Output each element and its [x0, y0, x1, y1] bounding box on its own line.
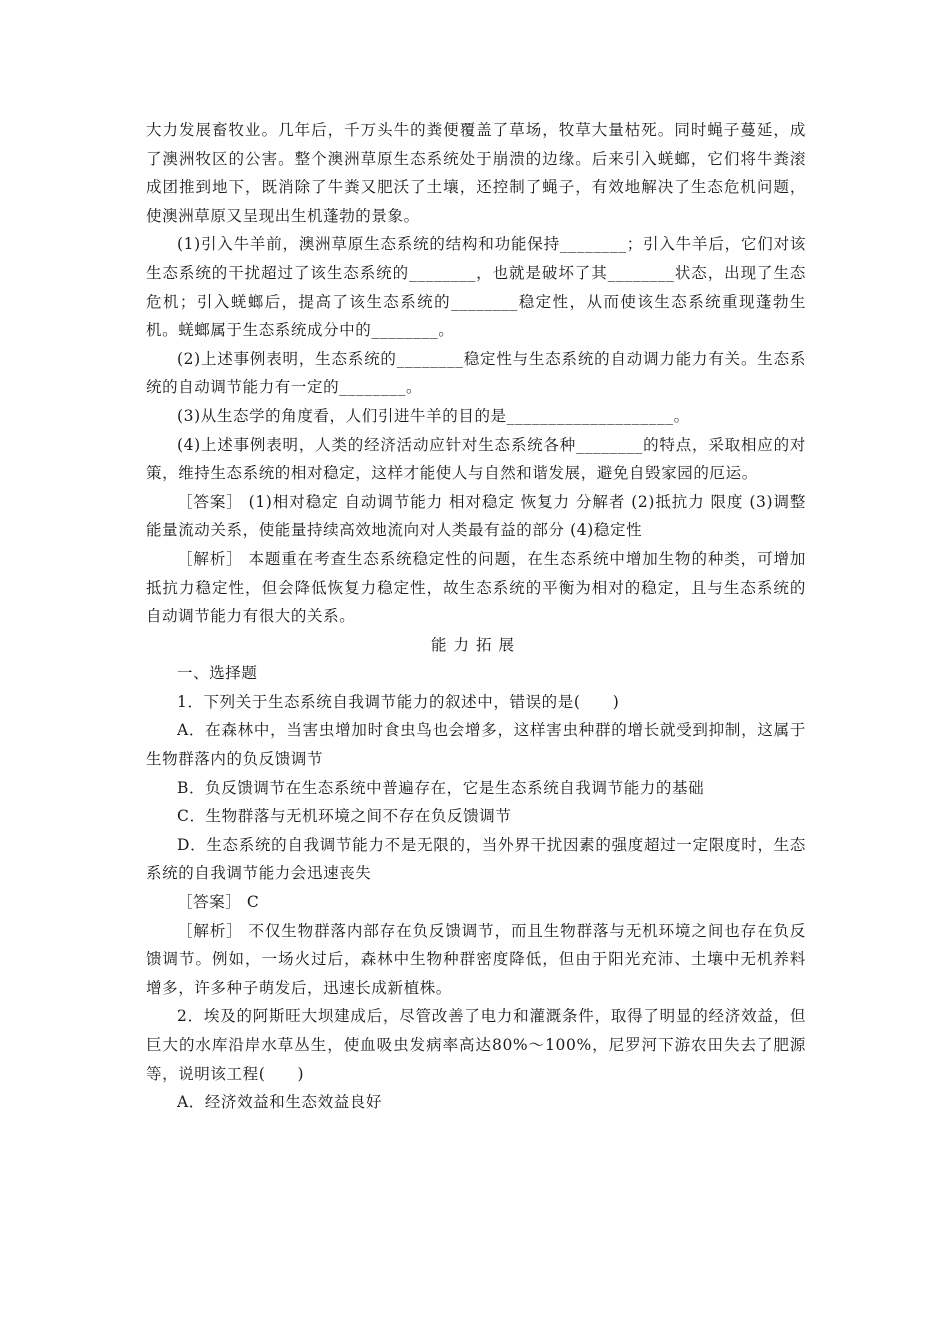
question-1-option-b: B．负反馈调节在生态系统中普遍存在，它是生态系统自我调节能力的基础: [177, 778, 705, 797]
passage-intro: 大力发展畜牧业。几年后，千万头牛的粪便覆盖了草场，牧草大量枯死。同时蝇子蔓延，成了澳洲牧区的公害。整个澳洲草原生态系统处于崩溃的边缘。后来引入蜣螂，它们将牛粪滚成团推到地下，既消除了牛粪又肥沃了土壤，还控制了蝇子，有效地解决了生态危机问题，使澳洲草原又呈现出生机蓬勃的景象。: [146, 121, 806, 225]
question-1-stem: 1．下列关于生态系统自我调节能力的叙述中，错误的是( ): [177, 692, 620, 711]
question-part-1: (1)引入牛羊前，澳洲草原生态系统的结构和功能保持________；引入牛羊后，它们对该生态系统的干扰超过了该生态系统的________，也就是破坏了其________状态，出现了生态危机；引入蜣螂后，提高了该生态系统的________稳定性，从而使该生态系统重现蓬勃生机。蜣螂属于生态系统成分中的________。: [146, 235, 806, 340]
question-1-answer: ［答案］ C: [177, 893, 260, 912]
passage-answer: ［答案］ (1)相对稳定 自动调节能力 相对稳定 恢复力 分解者 (2)抵抗力 限度 (3)调整能量流动关系，使能量持续高效地流向对人类最有益的部分 (4)稳定性: [146, 492, 806, 540]
question-part-2: (2)上述事例表明，生态系统的________稳定性与生态系统的自动调力能力有关。生态系统的自动调节能力有一定的________。: [146, 349, 806, 397]
question-1-option-d: D．生态系统的自我调节能力不是无限的，当外界干扰因素的强度超过一定限度时，生态系统的自我调节能力会迅速丧失: [146, 835, 806, 883]
question-1-option-a: A．在森林中，当害虫增加时食虫鸟也会增多，这样害虫种群的增长就受到抑制，这属于生物群落内的负反馈调节: [146, 721, 806, 769]
question-1-analysis: ［解析］ 不仅生物群落内部存在负反馈调节，而且生物群落与无机环境之间也存在负反馈调节。例如，一场火过后，森林中生物种群密度降低，但由于阳光充沛、土壤中无机养料增多，许多种子萌发后，迅速长成新植株。: [146, 921, 806, 997]
section-subheading: 一、选择题: [177, 664, 258, 683]
question-2-option-a: A．经济效益和生态效益良好: [177, 1093, 382, 1112]
passage-analysis: ［解析］ 本题重在考查生态系统稳定性的问题，在生态系统中增加生物的种类，可增加抵抗力稳定性，但会降低恢复力稳定性，故生态系统的平衡为相对的稳定，且与生态系统的自动调节能力有很大的关系。: [146, 549, 806, 626]
question-1-option-c: C．生物群落与无机环境之间不存在负反馈调节: [177, 807, 512, 826]
question-part-4: (4)上述事例表明，人类的经济活动应针对生态系统各种________的特点，采取相应的对策，维持生态系统的相对稳定，这样才能使人与自然和谐发展，避免自毁家园的厄运。: [146, 435, 806, 483]
document-page: [146, 116, 806, 1117]
question-part-3: (3)从生态学的角度看，人们引进牛羊的目的是____________________。: [177, 406, 690, 425]
section-title: 能力拓展: [430, 635, 521, 654]
question-2-stem: 2．埃及的阿斯旺大坝建成后，尽管改善了电力和灌溉条件，取得了明显的经济效益，但巨大的水库沿岸水草丛生，使血吸虫发病率高达80%～100%，尼罗河下游农田失去了肥源等，说明该工程( ): [146, 1007, 806, 1083]
